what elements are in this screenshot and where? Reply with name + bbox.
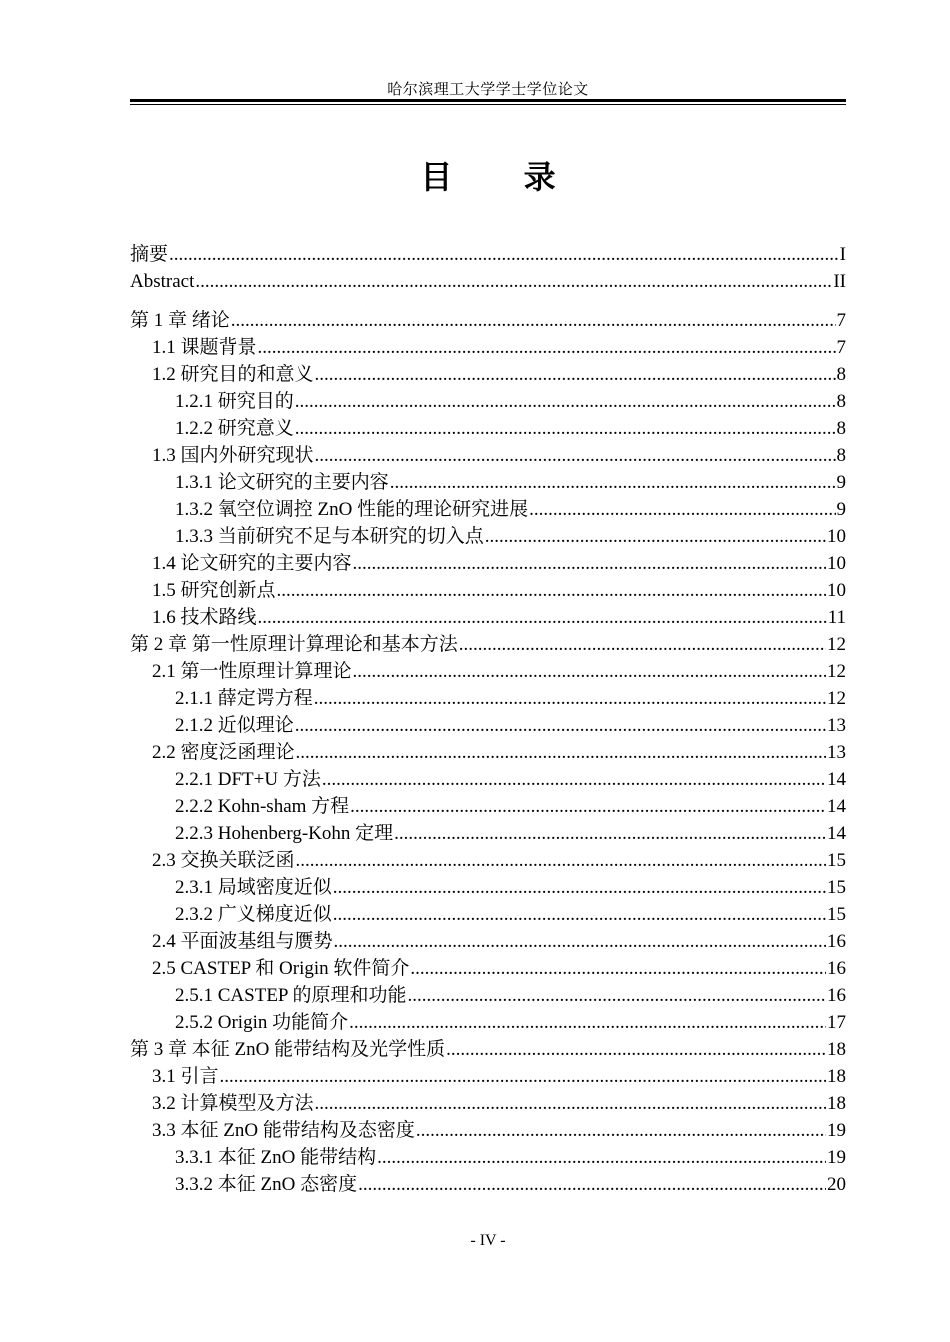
toc-entry-label: 1.2.1 研究目的	[175, 391, 294, 412]
toc-entry-label: 2.4 平面波基组与赝势	[152, 931, 333, 952]
toc-entry-label: 1.3.1 论文研究的主要内容	[175, 472, 389, 493]
toc-entry[interactable]	[130, 982, 846, 1009]
toc-dot-leader	[377, 1144, 826, 1171]
toc-dot-leader	[295, 388, 836, 415]
toc-entry-page: 15	[827, 904, 846, 925]
toc-entry-page: 8	[836, 418, 846, 439]
header-rule-thick	[130, 99, 846, 102]
toc-entry-page: 16	[827, 985, 846, 1006]
toc-dot-leader	[410, 955, 826, 982]
toc-entry[interactable]	[130, 901, 846, 928]
toc-entry-label: 2.3.2 广义梯度近似	[175, 904, 332, 925]
toc-dot-leader	[333, 901, 826, 928]
toc-entry-page: 17	[827, 1012, 846, 1033]
page-title: 目 录	[420, 158, 586, 196]
toc-entry-page: 18	[827, 1066, 846, 1087]
toc-entry-page: 18	[827, 1093, 846, 1114]
toc-entry[interactable]	[130, 550, 846, 577]
toc-entry[interactable]	[130, 604, 846, 631]
toc-entry-label: 2.1.2 近似理论	[175, 715, 294, 736]
toc-entry-label: 2.3 交换关联泛函	[152, 850, 295, 871]
toc-entry[interactable]	[130, 928, 846, 955]
toc-entry-label: 2.1 第一性原理计算理论	[152, 661, 352, 682]
toc-entry-page: 10	[827, 526, 846, 547]
toc-entry-page: 16	[827, 958, 846, 979]
toc-dot-leader	[295, 415, 836, 442]
toc-dot-leader	[394, 820, 826, 847]
toc-entry[interactable]	[130, 469, 846, 496]
toc-entry[interactable]	[130, 361, 846, 388]
toc-dot-leader	[416, 1117, 826, 1144]
toc-entry[interactable]	[130, 388, 846, 415]
toc-entry-page: II	[833, 271, 846, 292]
toc-entry-label: 2.2.1 DFT+U 方法	[175, 769, 321, 790]
toc-entry[interactable]	[130, 847, 846, 874]
toc-entry[interactable]	[130, 1090, 846, 1117]
toc-entry[interactable]	[130, 955, 846, 982]
toc-dot-leader	[353, 550, 826, 577]
toc-dot-leader	[258, 334, 836, 361]
toc-entry-label: 第 2 章 第一性原理计算理论和基本方法	[130, 634, 458, 655]
toc-entry-page: 7	[836, 310, 846, 331]
toc-entry-label: 1.3.3 当前研究不足与本研究的切入点	[175, 526, 484, 547]
toc-entry[interactable]	[130, 712, 846, 739]
toc-dot-leader	[220, 1063, 826, 1090]
toc-entry-page: I	[839, 244, 846, 265]
toc-entry[interactable]	[130, 334, 846, 361]
toc-dot-leader	[349, 1009, 826, 1036]
toc-entry[interactable]	[130, 874, 846, 901]
toc-dot-leader	[350, 793, 826, 820]
header-rule-thin	[130, 104, 846, 105]
toc-dot-leader	[446, 1036, 826, 1063]
toc-entry-label: 3.3 本征 ZnO 能带结构及态密度	[152, 1120, 415, 1141]
toc-entry-label: 1.5 研究创新点	[152, 580, 276, 601]
toc-entry[interactable]	[130, 496, 846, 523]
toc-entry-page: 12	[827, 661, 846, 682]
toc-entry-page: 13	[827, 715, 846, 736]
toc-dot-leader	[314, 685, 826, 712]
toc-dot-leader	[195, 268, 832, 295]
toc-entry-page: 13	[827, 742, 846, 763]
toc-dot-leader	[485, 523, 826, 550]
toc-entry[interactable]	[130, 268, 846, 295]
toc-entry-label: 2.3.1 局域密度近似	[175, 877, 332, 898]
toc-dot-leader	[529, 496, 835, 523]
toc-dot-leader	[315, 442, 836, 469]
toc-entry-label: 1.2.2 研究意义	[175, 418, 294, 439]
toc-entry-page: 16	[827, 931, 846, 952]
toc-entry[interactable]	[130, 658, 846, 685]
table-of-contents	[130, 241, 846, 1198]
toc-entry-label: 第 1 章 绪论	[130, 310, 230, 331]
toc-dot-leader	[322, 766, 826, 793]
toc-dot-leader	[390, 469, 836, 496]
toc-entry-label: 3.1 引言	[152, 1066, 219, 1087]
toc-entry-label: 2.5 CASTEP 和 Origin 软件简介	[152, 958, 410, 979]
toc-entry-page: 15	[827, 877, 846, 898]
toc-entry-page: 19	[827, 1147, 846, 1168]
toc-entry[interactable]	[130, 766, 846, 793]
toc-entry-label: 2.2.2 Kohn-sham 方程	[175, 796, 350, 817]
toc-entry-label: 2.5.1 CASTEP 的原理和功能	[175, 985, 407, 1006]
toc-dot-leader	[258, 604, 827, 631]
toc-entry-page: 7	[836, 337, 846, 358]
toc-entry-page: 14	[827, 796, 846, 817]
toc-entry-page: 8	[836, 364, 846, 385]
toc-dot-leader	[408, 982, 826, 1009]
toc-entry[interactable]	[130, 685, 846, 712]
toc-entry-label: 1.3 国内外研究现状	[152, 445, 314, 466]
toc-entry[interactable]	[130, 415, 846, 442]
toc-entry-label: 1.6 技术路线	[152, 607, 257, 628]
toc-entry[interactable]	[130, 1171, 846, 1198]
toc-dot-leader	[333, 874, 826, 901]
toc-dot-leader	[358, 1171, 826, 1198]
toc-entry-page: 14	[827, 769, 846, 790]
toc-entry[interactable]	[130, 739, 846, 766]
toc-entry-page: 12	[827, 688, 846, 709]
toc-dot-leader	[459, 631, 826, 658]
toc-entry[interactable]	[130, 442, 846, 469]
toc-dot-leader	[277, 577, 826, 604]
toc-dot-leader	[334, 928, 826, 955]
toc-dot-leader	[296, 739, 826, 766]
toc-entry-label: 第 3 章 本征 ZnO 能带结构及光学性质	[130, 1039, 446, 1060]
toc-entry-label: 3.3.1 本征 ZnO 能带结构	[175, 1147, 377, 1168]
toc-entry-label: 摘要	[130, 244, 169, 265]
toc-entry-label: Abstract	[130, 271, 195, 292]
toc-entry-page: 8	[836, 445, 846, 466]
toc-entry[interactable]	[130, 1117, 846, 1144]
toc-entry[interactable]	[130, 307, 846, 334]
toc-dot-leader	[296, 847, 826, 874]
toc-entry-label: 1.3.2 氧空位调控 ZnO 性能的理论研究进展	[175, 499, 529, 520]
toc-entry[interactable]	[130, 1144, 846, 1171]
toc-entry[interactable]	[130, 793, 846, 820]
toc-entry-label: 2.1.1 薛定谔方程	[175, 688, 313, 709]
toc-entry[interactable]	[130, 631, 846, 658]
toc-entry-label: 3.2 计算模型及方法	[152, 1093, 314, 1114]
toc-entry[interactable]	[130, 820, 846, 847]
toc-entry[interactable]	[130, 241, 846, 268]
toc-dot-leader	[315, 361, 836, 388]
toc-entry[interactable]	[130, 1036, 846, 1063]
toc-entry-page: 20	[827, 1174, 846, 1195]
toc-entry-label: 3.3.2 本征 ZnO 态密度	[175, 1174, 358, 1195]
toc-entry-page: 12	[827, 634, 846, 655]
toc-entry-page: 9	[836, 499, 846, 520]
toc-entry-label: 2.2 密度泛函理论	[152, 742, 295, 763]
toc-entry[interactable]	[130, 1009, 846, 1036]
toc-entry-label: 1.2 研究目的和意义	[152, 364, 314, 385]
toc-entry-label: 2.5.2 Origin 功能简介	[175, 1012, 349, 1033]
toc-entry[interactable]	[130, 523, 846, 550]
toc-entry-label: 1.4 论文研究的主要内容	[152, 553, 352, 574]
toc-entry-page: 18	[827, 1039, 846, 1060]
toc-entry-page: 11	[827, 607, 846, 628]
toc-dot-leader	[315, 1090, 826, 1117]
toc-entry-page: 10	[827, 580, 846, 601]
page-number: - IV -	[470, 1232, 506, 1249]
toc-dot-leader	[231, 307, 836, 334]
toc-entry-page: 19	[827, 1120, 846, 1141]
toc-entry-page: 8	[836, 391, 846, 412]
toc-entry-page: 9	[836, 472, 846, 493]
toc-dot-leader	[353, 658, 826, 685]
toc-entry[interactable]	[130, 1063, 846, 1090]
toc-entry-page: 14	[827, 823, 846, 844]
toc-dot-leader	[295, 712, 826, 739]
toc-entry-page: 10	[827, 553, 846, 574]
toc-entry-page: 15	[827, 850, 846, 871]
toc-entry-label: 2.2.3 Hohenberg-Kohn 定理	[175, 823, 394, 844]
running-header: 哈尔滨理工大学学士学位论文	[387, 82, 589, 98]
toc-entry-label: 1.1 课题背景	[152, 337, 257, 358]
toc-entry[interactable]	[130, 577, 846, 604]
toc-dot-leader	[169, 241, 839, 268]
